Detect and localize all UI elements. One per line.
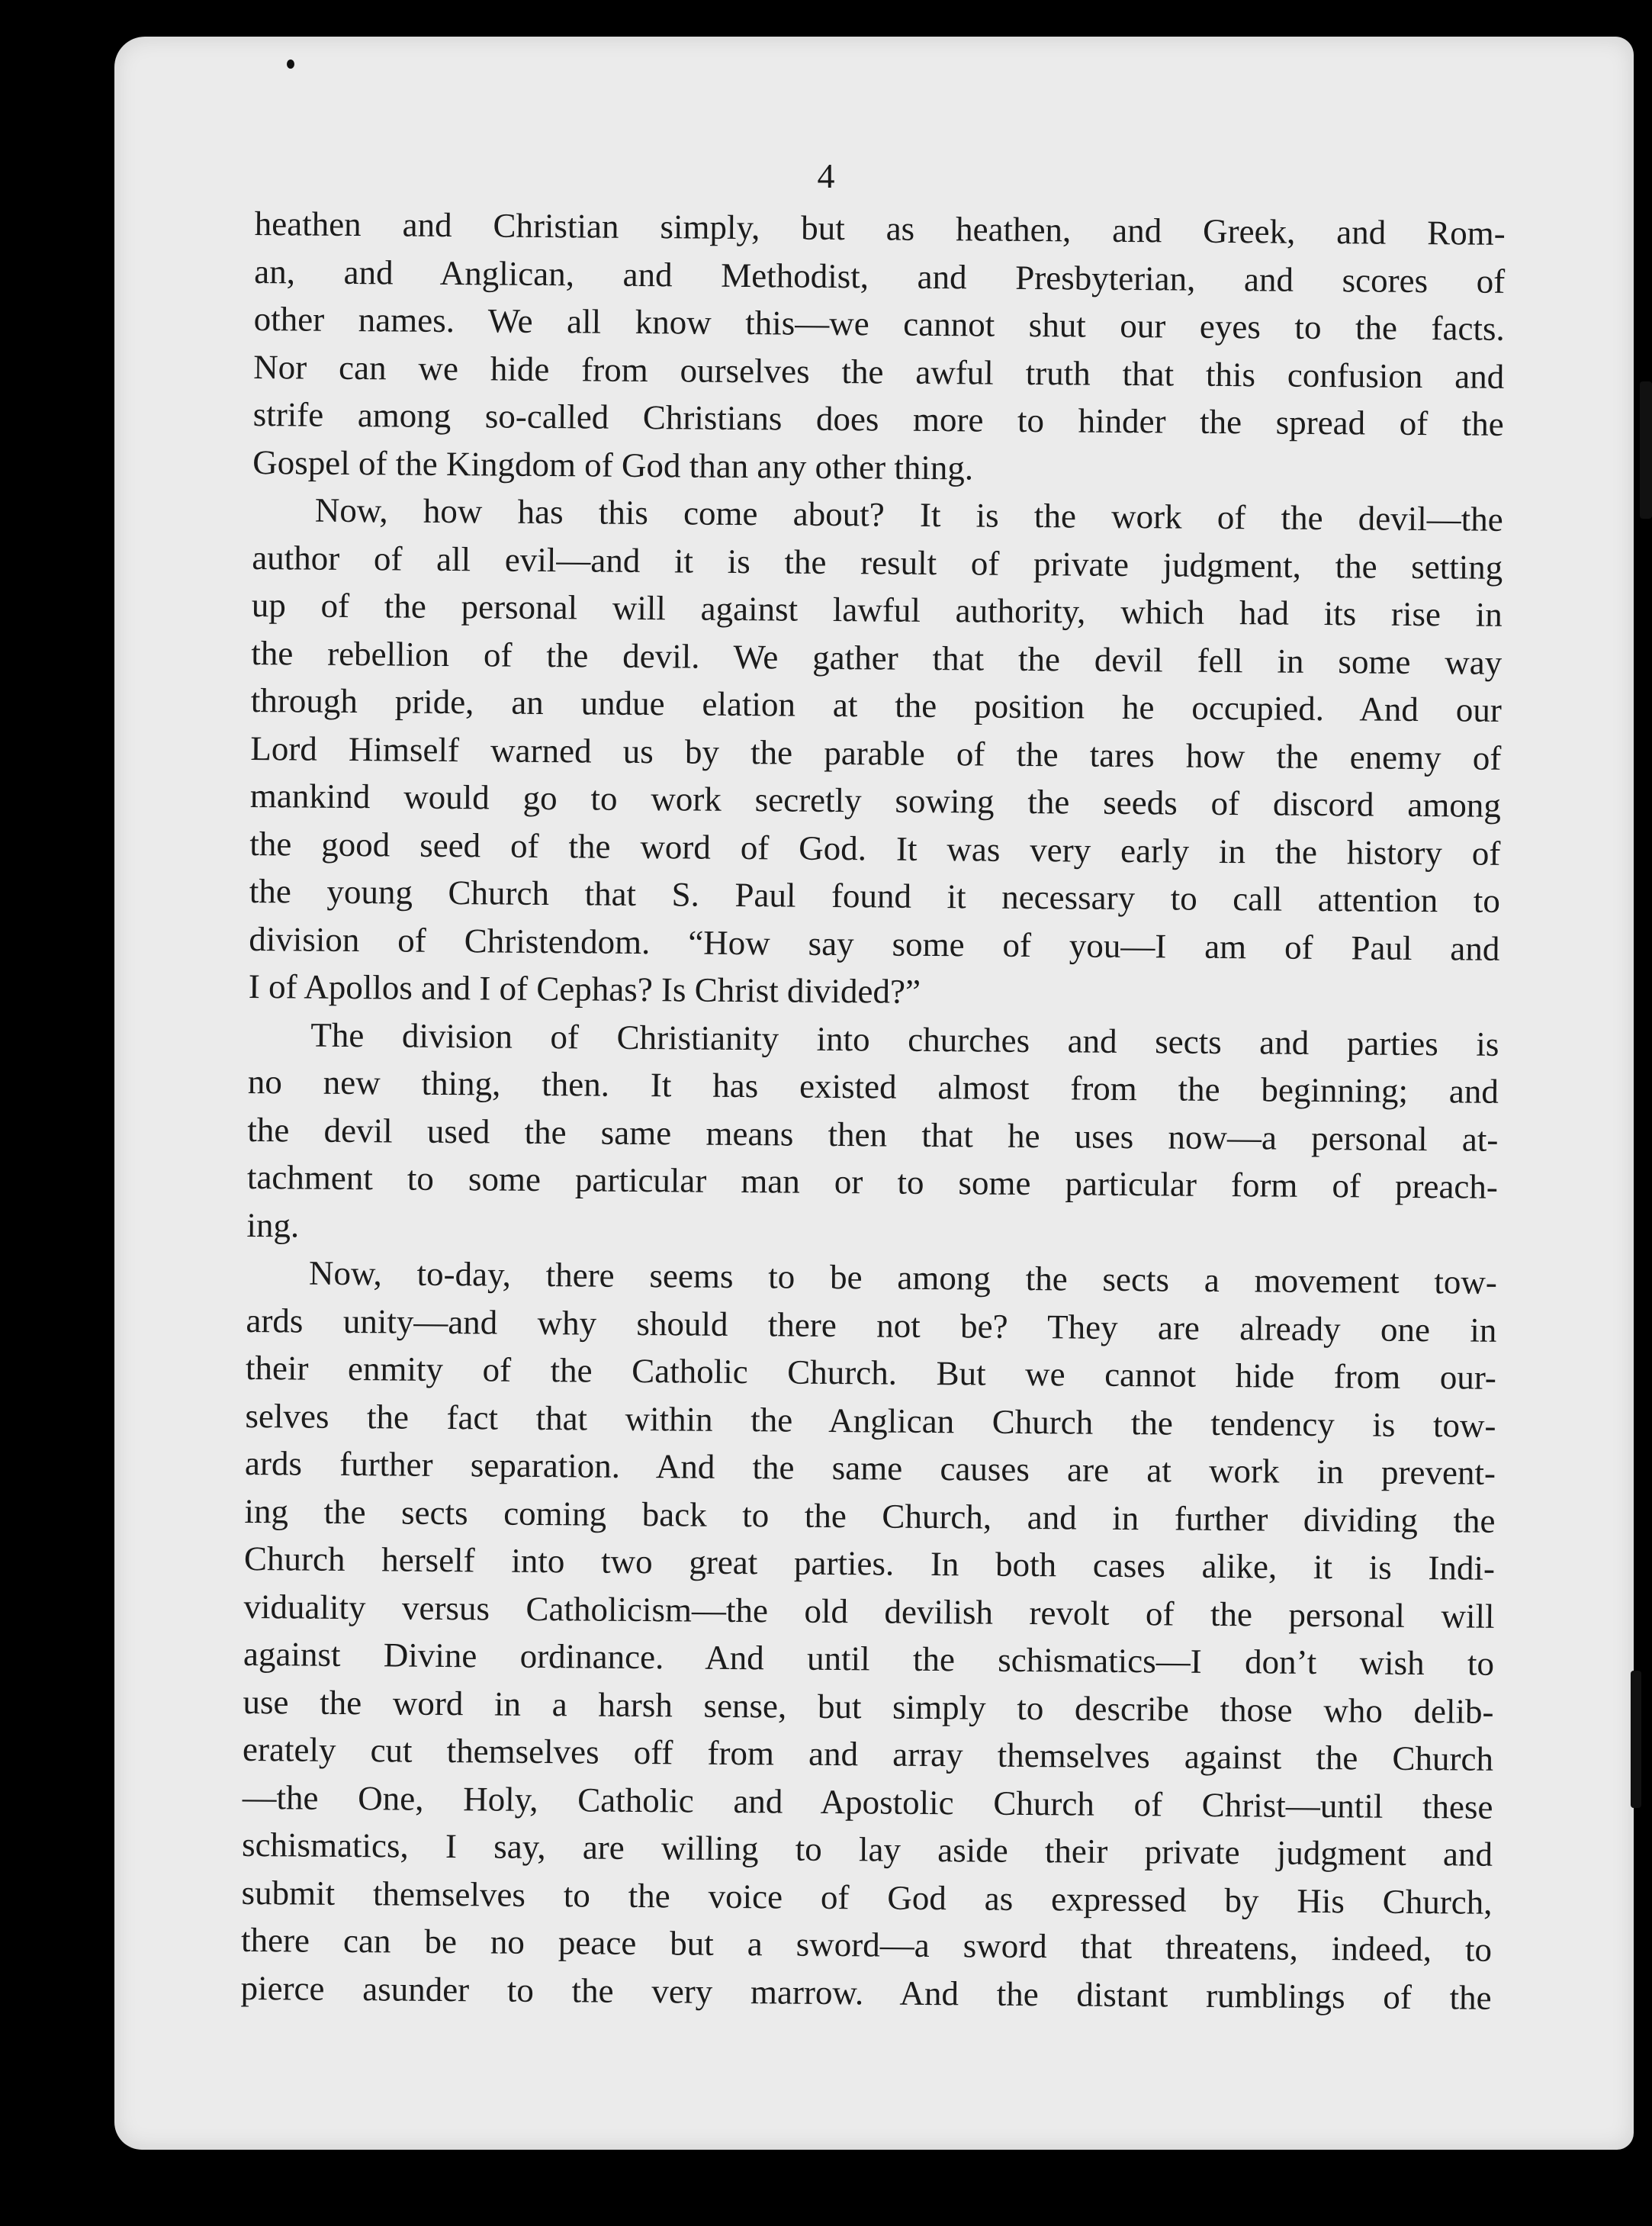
text-line: division of Christendom. “How say some of you—I am of Paul and (249, 919, 1500, 968)
text-line: Church herself into two great parties. In both cases alike, it is Indi- (243, 1539, 1496, 1587)
text-line: —the One, Holy, Catholic and Apostolic Church of Christ—until these (242, 1777, 1493, 1826)
text-line: selves the fact that within the Anglican Church the tendency is tow- (245, 1396, 1496, 1445)
text-line: up of the personal will against lawful authority, which had its rise in (251, 585, 1503, 634)
ink-speck (287, 60, 294, 69)
text-line: Lord Himself warned us by the parable of the tares how the enemy of (250, 729, 1502, 777)
text-line: I of Apollos and I of Cephas? Is Christ divided?” (248, 967, 921, 1011)
text-line: the devil used the same means then that he uses now—a personal at- (247, 1110, 1499, 1159)
text-line: against Divine ordinance. And until the schismatics—I don’t wish to (243, 1634, 1495, 1683)
text-line: erately cut themselves off from and array themselves against the Church (242, 1729, 1494, 1778)
text-line: mankind would go to work secretly sowing the seeds of discord among (249, 776, 1502, 825)
text-line: the rebellion of the devil. We gather that the devil fell in some way (251, 633, 1503, 682)
text-line: Nor can we hide from ourselves the awful truth that this confusion and (253, 347, 1505, 396)
scan-edge-mark (1631, 1671, 1641, 1808)
scan-edge-mark (1640, 381, 1652, 519)
text-line: strife among so-called Christians does more to hinder the spread of the (252, 394, 1504, 443)
text-line: Now, to-day, there seems to be among the sects a movement tow- (308, 1253, 1498, 1301)
text-line: an, and Anglican, and Methodist, and Presbyterian, and scores of (254, 252, 1506, 301)
text-line: Now, how has this come about? It is the work of the devil—the (314, 491, 1503, 539)
text-line: pierce asunder to the very marrow. And the distant rumblings of the (240, 1968, 1492, 2017)
text-line: the young Church that S. Paul found it necessary to call attention to (249, 871, 1501, 920)
text-line: ards further separation. And the same causes are at work in prevent- (244, 1443, 1496, 1492)
text-line: there can be no peace but a sword—a sword that threatens, indeed, to (240, 1920, 1493, 1969)
text-line: no new thing, then. It has existed almost from the beginning; and (247, 1062, 1499, 1111)
text-line: other names. We all know this—we cannot shut our eyes to the facts. (253, 299, 1505, 348)
text-line: the good seed of the word of God. It was very early in the history of (249, 824, 1501, 873)
text-line: ards unity—and why should there not be? They are already one in (246, 1301, 1497, 1349)
text-line: viduality versus Catholicism—the old devilish revolt of the personal will (243, 1587, 1495, 1636)
page-number: 4 (817, 156, 835, 195)
text-line: through pride, an undue elation at the position he occupied. And our (250, 680, 1502, 729)
text-line: ing. (246, 1205, 300, 1244)
text-line: tachment to some particular man or to some particular form of preach- (246, 1157, 1499, 1206)
text-line: author of all evil—and it is the result of private judgment, the setting (252, 538, 1503, 587)
text-line: heathen and Christian simply, but as heathen, and Greek, and Rom- (254, 204, 1506, 253)
text-line: submit themselves to the voice of God as expressed by His Church, (241, 1873, 1493, 1922)
text-line: schismatics, I say, are willing to lay aside their private judgment and (241, 1825, 1493, 1874)
text-line: Gospel of the Kingdom of God than any other thing. (252, 442, 974, 487)
text-line: use the word in a harsh sense, but simply to describe those who delib- (243, 1682, 1494, 1731)
body-text (240, 200, 1506, 2022)
text-line: The division of Christianity into churches and sects and parties is (310, 1015, 1499, 1063)
text-line: ing the sects coming back to the Church, and in further dividing the (244, 1491, 1496, 1540)
text-line: their enmity of the Catholic Church. But we cannot hide from our- (245, 1348, 1497, 1397)
